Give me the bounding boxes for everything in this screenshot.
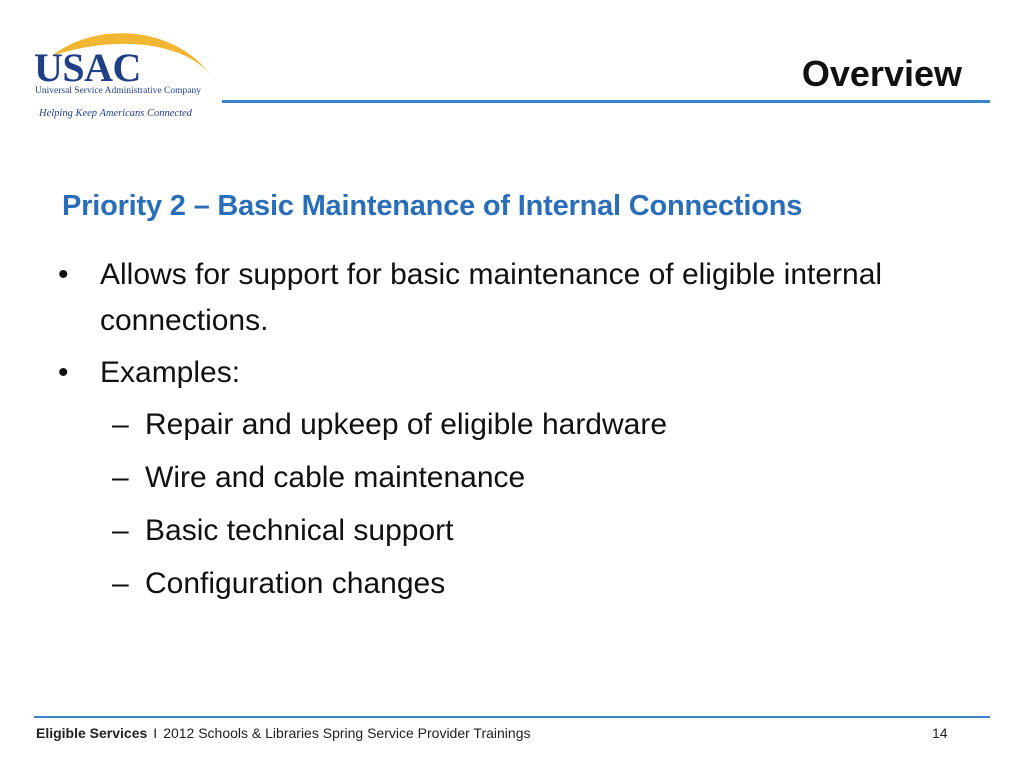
footer-event: 2012 Schools & Libraries Spring Service Provider Trainings [163, 725, 531, 741]
bullet-marker: • [58, 258, 69, 291]
bullet-item [56, 252, 956, 344]
sub-bullet-item [56, 561, 956, 607]
sub-bullet-item [56, 455, 956, 501]
sub-bullet-text: Wire and cable maintenance [145, 461, 526, 494]
footer-text [36, 724, 530, 742]
bullet-text: Allows for support for basic maintenance of eligible internal connections. [100, 258, 883, 337]
slide-title: Overview [801, 53, 962, 94]
sub-bullet-marker: – [112, 461, 129, 494]
sub-bullet-marker: – [112, 514, 129, 547]
logo-tagline: Helping Keep Americans Connected [39, 108, 192, 119]
bullet-text: Examples: [100, 356, 241, 389]
logo-wordmark: USAC [34, 45, 141, 90]
usac-logo [30, 26, 220, 122]
sub-bullet-text: Configuration changes [145, 567, 446, 600]
sub-bullet-item [56, 508, 956, 554]
bullet-list [56, 252, 956, 614]
footer-section: Eligible Services [36, 725, 148, 741]
header-divider [222, 100, 990, 103]
bullet-item [56, 350, 956, 396]
bullet-marker: • [58, 356, 69, 389]
page-number: 14 [932, 725, 948, 741]
logo-company-name: Universal Service Administrative Company [35, 86, 201, 96]
sub-bullet-text: Repair and upkeep of eligible hardware [145, 408, 668, 441]
sub-bullet-marker: – [112, 408, 129, 441]
sub-bullet-item [56, 402, 956, 448]
sub-bullet-text: Basic technical support [145, 514, 454, 547]
section-subheading: Priority 2 – Basic Maintenance of Internal Connections [62, 190, 803, 222]
footer-separator: I [153, 725, 158, 741]
sub-bullet-marker: – [112, 567, 129, 600]
footer-divider [34, 716, 990, 718]
